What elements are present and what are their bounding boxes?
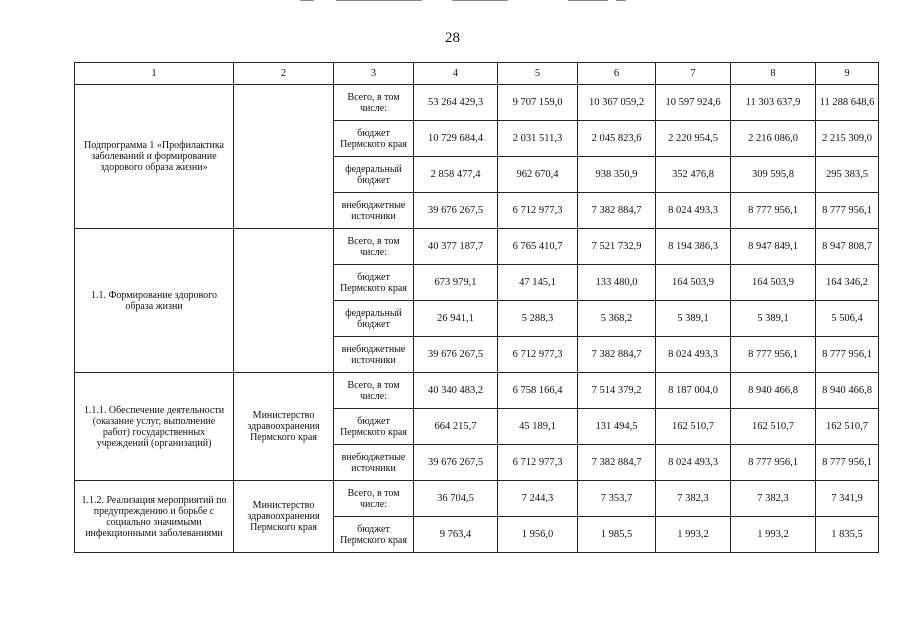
amount-cell: 6 712 977,3 [498, 193, 578, 229]
amount-cell: 6 712 977,3 [498, 337, 578, 373]
amount-cell: 7 382 884,7 [578, 193, 656, 229]
amount-cell: 5 389,1 [731, 301, 816, 337]
amount-cell: 162 510,7 [816, 409, 879, 445]
funding-source-cell: бюджет Пермского края [334, 409, 414, 445]
amount-cell: 6 758 166,4 [498, 373, 578, 409]
amount-cell: 47 145,1 [498, 265, 578, 301]
column-header: 8 [731, 63, 816, 85]
amount-cell: 26 941,1 [414, 301, 498, 337]
column-header: 5 [498, 63, 578, 85]
amount-cell: 11 303 637,9 [731, 85, 816, 121]
amount-cell: 10 729 684,4 [414, 121, 498, 157]
column-header: 6 [578, 63, 656, 85]
amount-cell: 7 341,9 [816, 481, 879, 517]
amount-cell: 8 947 849,1 [731, 229, 816, 265]
amount-cell: 8 187 004,0 [656, 373, 731, 409]
program-name-cell: 1.1.1. Обеспечение деятельности (оказание услуг, выполнение работ) государственных учреждений (организаций) [75, 373, 234, 481]
amount-cell: 131 494,5 [578, 409, 656, 445]
funding-source-cell: бюджет Пермского края [334, 121, 414, 157]
amount-cell: 8 777 956,1 [731, 193, 816, 229]
funding-source-cell: Всего, в том числе: [334, 229, 414, 265]
amount-cell: 8 777 956,1 [731, 445, 816, 481]
amount-cell: 40 340 483,2 [414, 373, 498, 409]
amount-cell: 2 215 309,0 [816, 121, 879, 157]
program-name-cell: 1.1.2. Реализация мероприятий по предупреждению и борьбе с социально значимыми инфекционными заболеваниями [75, 481, 234, 553]
amount-cell: 6 765 410,7 [498, 229, 578, 265]
column-header: 7 [656, 63, 731, 85]
top-edge-rule [336, 0, 422, 1]
responsible-executor-cell [234, 85, 334, 229]
column-header: 1 [75, 63, 234, 85]
amount-cell: 7 382,3 [656, 481, 731, 517]
amount-cell: 39 676 267,5 [414, 337, 498, 373]
top-edge-rule [452, 0, 508, 1]
program-name-cell: 1.1. Формирование здорового образа жизни [75, 229, 234, 373]
amount-cell: 164 346,2 [816, 265, 879, 301]
amount-cell: 40 377 187,7 [414, 229, 498, 265]
amount-cell: 8 940 466,8 [731, 373, 816, 409]
amount-cell: 8 024 493,3 [656, 193, 731, 229]
amount-cell: 164 503,9 [731, 265, 816, 301]
amount-cell: 9 707 159,0 [498, 85, 578, 121]
amount-cell: 9 763,4 [414, 517, 498, 553]
funding-table [74, 62, 879, 553]
amount-cell: 309 595,8 [731, 157, 816, 193]
amount-cell: 8 777 956,1 [816, 337, 879, 373]
amount-cell: 7 382 884,7 [578, 445, 656, 481]
top-edge-rule [300, 0, 314, 1]
funding-source-cell: внебюджетные источники [334, 445, 414, 481]
amount-cell: 7 382,3 [731, 481, 816, 517]
amount-cell: 39 676 267,5 [414, 445, 498, 481]
responsible-executor-cell: Министерство здравоохранения Пермского края [234, 481, 334, 553]
amount-cell: 162 510,7 [656, 409, 731, 445]
amount-cell: 8 940 466,8 [816, 373, 879, 409]
amount-cell: 1 985,5 [578, 517, 656, 553]
top-edge-rule [568, 0, 608, 1]
amount-cell: 664 215,7 [414, 409, 498, 445]
responsible-executor-cell: Министерство здравоохранения Пермского края [234, 373, 334, 481]
amount-cell: 10 367 059,2 [578, 85, 656, 121]
amount-cell: 162 510,7 [731, 409, 816, 445]
amount-cell: 352 476,8 [656, 157, 731, 193]
amount-cell: 7 244,3 [498, 481, 578, 517]
amount-cell: 295 383,5 [816, 157, 879, 193]
column-header: 4 [414, 63, 498, 85]
amount-cell: 36 704,5 [414, 481, 498, 517]
amount-cell: 5 288,3 [498, 301, 578, 337]
top-edge-rule [616, 0, 626, 1]
table-row [75, 481, 879, 517]
amount-cell: 5 506,4 [816, 301, 879, 337]
table-row [75, 373, 879, 409]
amount-cell: 8 777 956,1 [816, 193, 879, 229]
amount-cell: 1 835,5 [816, 517, 879, 553]
funding-source-cell: внебюджетные источники [334, 193, 414, 229]
amount-cell: 45 189,1 [498, 409, 578, 445]
amount-cell: 8 777 956,1 [816, 445, 879, 481]
amount-cell: 10 597 924,6 [656, 85, 731, 121]
funding-source-cell: внебюджетные источники [334, 337, 414, 373]
amount-cell: 2 031 511,3 [498, 121, 578, 157]
amount-cell: 8 024 493,3 [656, 445, 731, 481]
amount-cell: 2 858 477,4 [414, 157, 498, 193]
page-number: 28 [445, 30, 460, 46]
responsible-executor-cell [234, 229, 334, 373]
amount-cell: 962 670,4 [498, 157, 578, 193]
amount-cell: 2 220 954,5 [656, 121, 731, 157]
funding-source-cell: федеральный бюджет [334, 301, 414, 337]
table-row [75, 85, 879, 121]
column-header: 9 [816, 63, 879, 85]
amount-cell: 8 777 956,1 [731, 337, 816, 373]
amount-cell: 133 480,0 [578, 265, 656, 301]
amount-cell: 164 503,9 [656, 265, 731, 301]
amount-cell: 7 353,7 [578, 481, 656, 517]
column-header: 3 [334, 63, 414, 85]
funding-source-cell: Всего, в том числе: [334, 481, 414, 517]
amount-cell: 2 045 823,6 [578, 121, 656, 157]
amount-cell: 7 382 884,7 [578, 337, 656, 373]
funding-source-cell: Всего, в том числе: [334, 85, 414, 121]
amount-cell: 2 216 086,0 [731, 121, 816, 157]
program-name-cell: Подпрограмма 1 «Профилактика заболеваний и формирование здорового образа жизни» [75, 85, 234, 229]
amount-cell: 6 712 977,3 [498, 445, 578, 481]
amount-cell: 673 979,1 [414, 265, 498, 301]
amount-cell: 8 947 808,7 [816, 229, 879, 265]
amount-cell: 7 514 379,2 [578, 373, 656, 409]
table-row [75, 229, 879, 265]
amount-cell: 1 993,2 [731, 517, 816, 553]
amount-cell: 53 264 429,3 [414, 85, 498, 121]
amount-cell: 5 389,1 [656, 301, 731, 337]
column-header: 2 [234, 63, 334, 85]
amount-cell: 1 993,2 [656, 517, 731, 553]
column-number-row [75, 63, 879, 85]
amount-cell: 938 350,9 [578, 157, 656, 193]
funding-source-cell: Всего, в том числе: [334, 373, 414, 409]
amount-cell: 7 521 732,9 [578, 229, 656, 265]
amount-cell: 8 194 386,3 [656, 229, 731, 265]
amount-cell: 8 024 493,3 [656, 337, 731, 373]
amount-cell: 39 676 267,5 [414, 193, 498, 229]
funding-source-cell: бюджет Пермского края [334, 265, 414, 301]
amount-cell: 11 288 648,6 [816, 85, 879, 121]
funding-source-cell: бюджет Пермского края [334, 517, 414, 553]
funding-source-cell: федеральный бюджет [334, 157, 414, 193]
amount-cell: 5 368,2 [578, 301, 656, 337]
amount-cell: 1 956,0 [498, 517, 578, 553]
